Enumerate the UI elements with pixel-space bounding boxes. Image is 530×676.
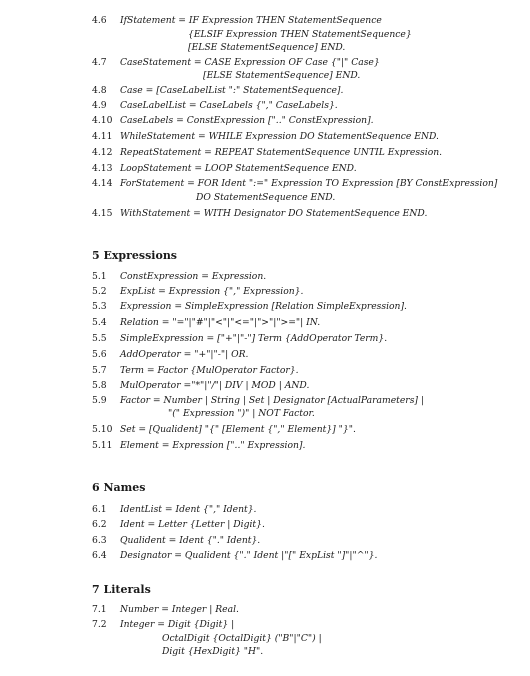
- rule-number: 4.10: [92, 115, 113, 126]
- rule-number: 5.2: [92, 286, 107, 297]
- rule-number: 6.2: [92, 519, 107, 530]
- section-heading: 7 Literals: [92, 583, 151, 596]
- rule-number: 5.10: [92, 424, 113, 435]
- rule-number: 6.4: [92, 550, 107, 561]
- rule-text: CaseLabelList = CaseLabels {"," CaseLabels}.: [120, 100, 338, 111]
- rule-text: Element = Expression [".." Expression].: [120, 440, 306, 451]
- rule-text: IdentList = Ident {"," Ident}.: [120, 504, 257, 515]
- rule-continuation: "(" Expression ")" | NOT Factor.: [168, 408, 315, 419]
- rule-number: 4.9: [92, 100, 107, 111]
- rule-number: 4.7: [92, 57, 107, 68]
- rule-number: 4.12: [92, 147, 113, 158]
- rule-number: 6.1: [92, 504, 107, 515]
- rule-text: CaseLabels = ConstExpression [".." ConstExpression].: [120, 115, 374, 126]
- rule-text: Number = Integer | Real.: [120, 604, 239, 615]
- rule-number: 5.6: [92, 349, 107, 360]
- rule-text: Designator = Qualident {"." Ident |"[" ExpList "]"|"^"}.: [120, 550, 378, 561]
- rule-text: Ident = Letter {Letter | Digit}.: [120, 519, 265, 530]
- rule-number: 4.14: [92, 178, 113, 189]
- rule-number: 4.8: [92, 85, 107, 96]
- rule-number: 4.6: [92, 15, 107, 26]
- rule-number: 5.3: [92, 301, 107, 312]
- rule-continuation: {ELSIF Expression THEN StatementSequence}: [188, 29, 412, 40]
- rule-number: 5.7: [92, 365, 107, 376]
- rule-continuation: DO StatementSequence END.: [196, 192, 336, 203]
- rule-number: 4.11: [92, 131, 113, 142]
- rule-text: ExpList = Expression {"," Expression}.: [120, 286, 304, 297]
- rule-number: 5.8: [92, 380, 107, 391]
- rule-continuation: OctalDigit {OctalDigit} ("B"|"C") |: [162, 633, 322, 644]
- section-heading: 5 Expressions: [92, 249, 178, 262]
- rule-text: MulOperator ="*"|"/"| DIV | MOD | AND.: [120, 380, 310, 391]
- rule-text: ConstExpression = Expression.: [120, 271, 267, 282]
- rule-text: Expression = SimpleExpression [Relation SimpleExpression].: [120, 301, 407, 312]
- rule-number: 4.15: [92, 208, 113, 219]
- rule-continuation: Digit {HexDigit} "H".: [162, 646, 264, 657]
- rule-text: LoopStatement = LOOP StatementSequence END.: [120, 163, 357, 174]
- rule-text: IfStatement = IF Expression THEN StatementSequence: [120, 15, 382, 26]
- rule-text: Relation = "="|"#"|"<"|"<="|">"|">="| IN.: [120, 317, 321, 328]
- rule-text: Qualident = Ident {"." Ident}.: [120, 535, 261, 546]
- rule-number: 5.5: [92, 333, 107, 344]
- rule-text: AddOperator = "+"|"-"| OR.: [120, 349, 249, 360]
- rule-number: 4.13: [92, 163, 113, 174]
- rule-text: Term = Factor {MulOperator Factor}.: [120, 365, 299, 376]
- rule-number: 5.4: [92, 317, 107, 328]
- rule-number: 7.2: [92, 619, 107, 630]
- section-heading: 6 Names: [92, 481, 146, 494]
- rule-text: Factor = Number | String | Set | Designator [ActualParameters] |: [120, 395, 425, 406]
- rule-text: RepeatStatement = REPEAT StatementSequence UNTIL Expression.: [120, 147, 443, 158]
- rule-number: 6.3: [92, 535, 107, 546]
- rule-text: Set = [Qualident] "{" [Element {"," Element}] "}".: [120, 424, 356, 435]
- rule-continuation: [ELSE StatementSequence] END.: [203, 70, 361, 81]
- rule-text: Case = [CaseLabelList ":" StatementSequence].: [120, 85, 344, 96]
- rule-text: Integer = Digit {Digit} |: [120, 619, 235, 630]
- rule-number: 5.11: [92, 440, 113, 451]
- rule-continuation: [ELSE StatementSequence] END.: [188, 42, 346, 53]
- rule-text: WhileStatement = WHILE Expression DO StatementSequence END.: [120, 131, 439, 142]
- rule-text: CaseStatement = CASE Expression OF Case {"|" Case}: [120, 57, 380, 68]
- rule-text: ForStatement = FOR Ident ":=" Expression TO Expression [BY ConstExpression]: [120, 178, 498, 189]
- rule-number: 7.1: [92, 604, 107, 615]
- rule-number: 5.9: [92, 395, 107, 406]
- rule-text: WithStatement = WITH Designator DO StatementSequence END.: [120, 208, 428, 219]
- rule-text: SimpleExpression = ["+"|"-"] Term {AddOperator Term}.: [120, 333, 388, 344]
- rule-number: 5.1: [92, 271, 107, 282]
